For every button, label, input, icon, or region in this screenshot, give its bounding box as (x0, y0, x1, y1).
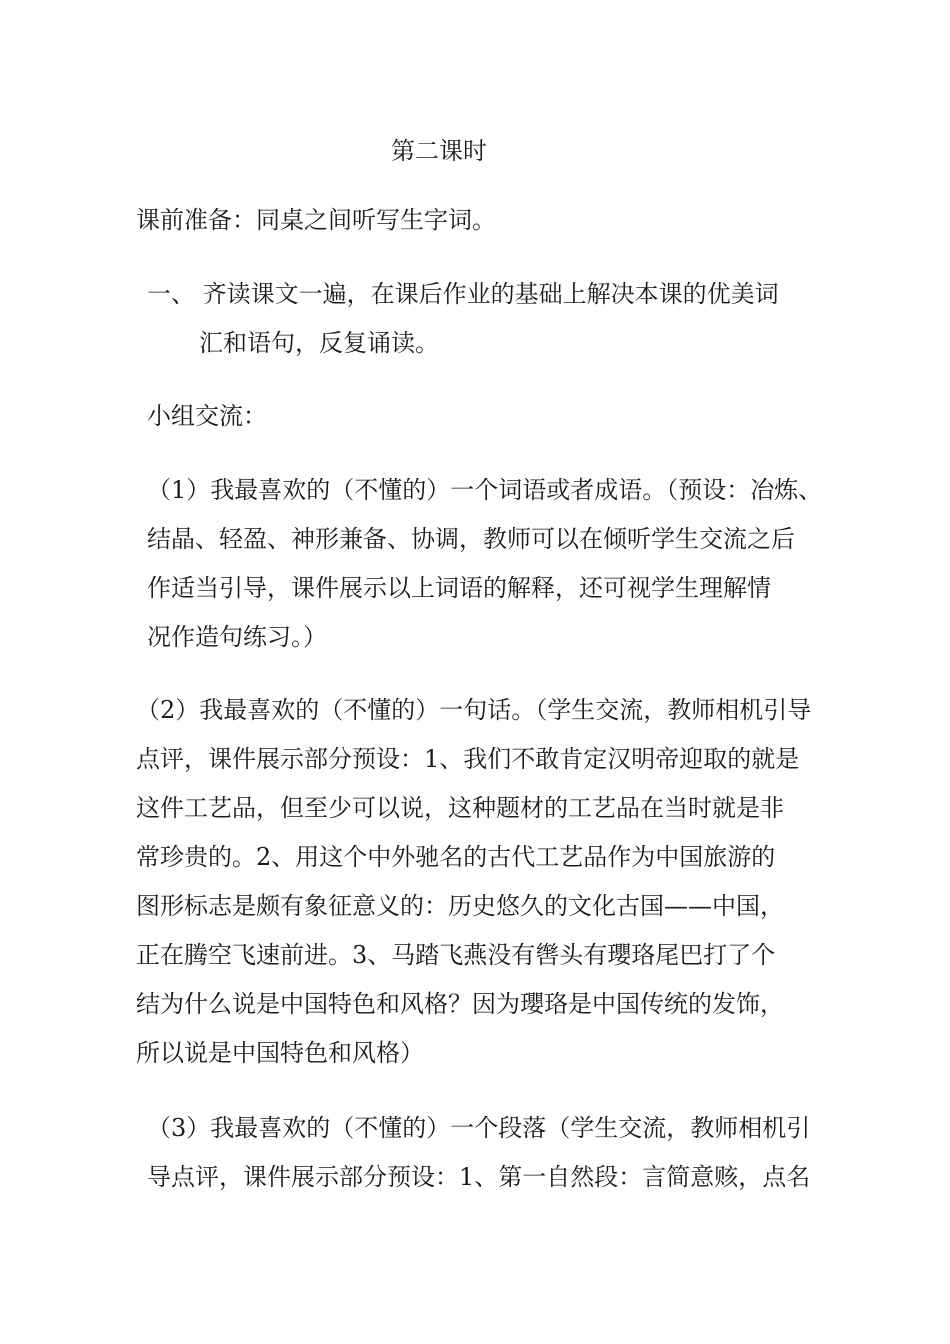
item-two-line: 常珍贵的。2、用这个中外驰名的古代工艺品作为中国旅游的 (136, 843, 776, 871)
item-two-line: 结为什么说是中国特色和风格？因为瓔珞是中国传统的发饰， (136, 990, 784, 1018)
section-one-line-1: 一、 齐读课文一遍，在课后作业的基础上解决本课的优美词 (147, 280, 779, 308)
item-one-line: 作适当引导，课件展示以上词语的解释，还可视学生理解情 (147, 574, 771, 602)
item-one-line: 结晶、轻盈、神形兼备、协调，教师可以在倾听学生交流之后 (147, 525, 795, 553)
item-three-line: （3）我最喜欢的（不懂的）一个段落（学生交流，教师相机引 (147, 1114, 811, 1142)
item-three-line: 导点评，课件展示部分预设：1、第一自然段：言简意赅，点名 (147, 1163, 811, 1191)
item-two-line: 所以说是中国特色和风格） (136, 1039, 424, 1067)
lesson-title: 第二课时 (391, 137, 487, 165)
item-two-line: （2）我最喜欢的（不懂的）一句话。（学生交流，教师相机引导 (136, 696, 812, 724)
item-two-line: 正在腾空飞速前进。3、马踏飞燕没有辔头有瓔珞尾巴打了个 (136, 941, 776, 969)
item-two-line: 点评，课件展示部分预设：1、我们不敢肯定汉明帝迎取的就是 (136, 745, 800, 773)
prep-text: 课前准备：同桌之间听写生字词。 (136, 206, 496, 234)
item-one-line: 况作造句练习。） (147, 623, 327, 651)
section-one-line-2: 汇和语句，反复诵读。 (199, 329, 439, 357)
group-heading: 小组交流： (147, 402, 267, 430)
item-two-line: 图形标志是颇有象征意义的：历史悠久的文化古国——中国， (136, 892, 784, 920)
item-one-line: （1）我最喜欢的（不懂的）一个词语或者成语。（预设：冶炼、 (147, 476, 823, 504)
item-two-line: 这件工艺品，但至少可以说，这种题材的工艺品在当时就是非 (136, 794, 784, 822)
